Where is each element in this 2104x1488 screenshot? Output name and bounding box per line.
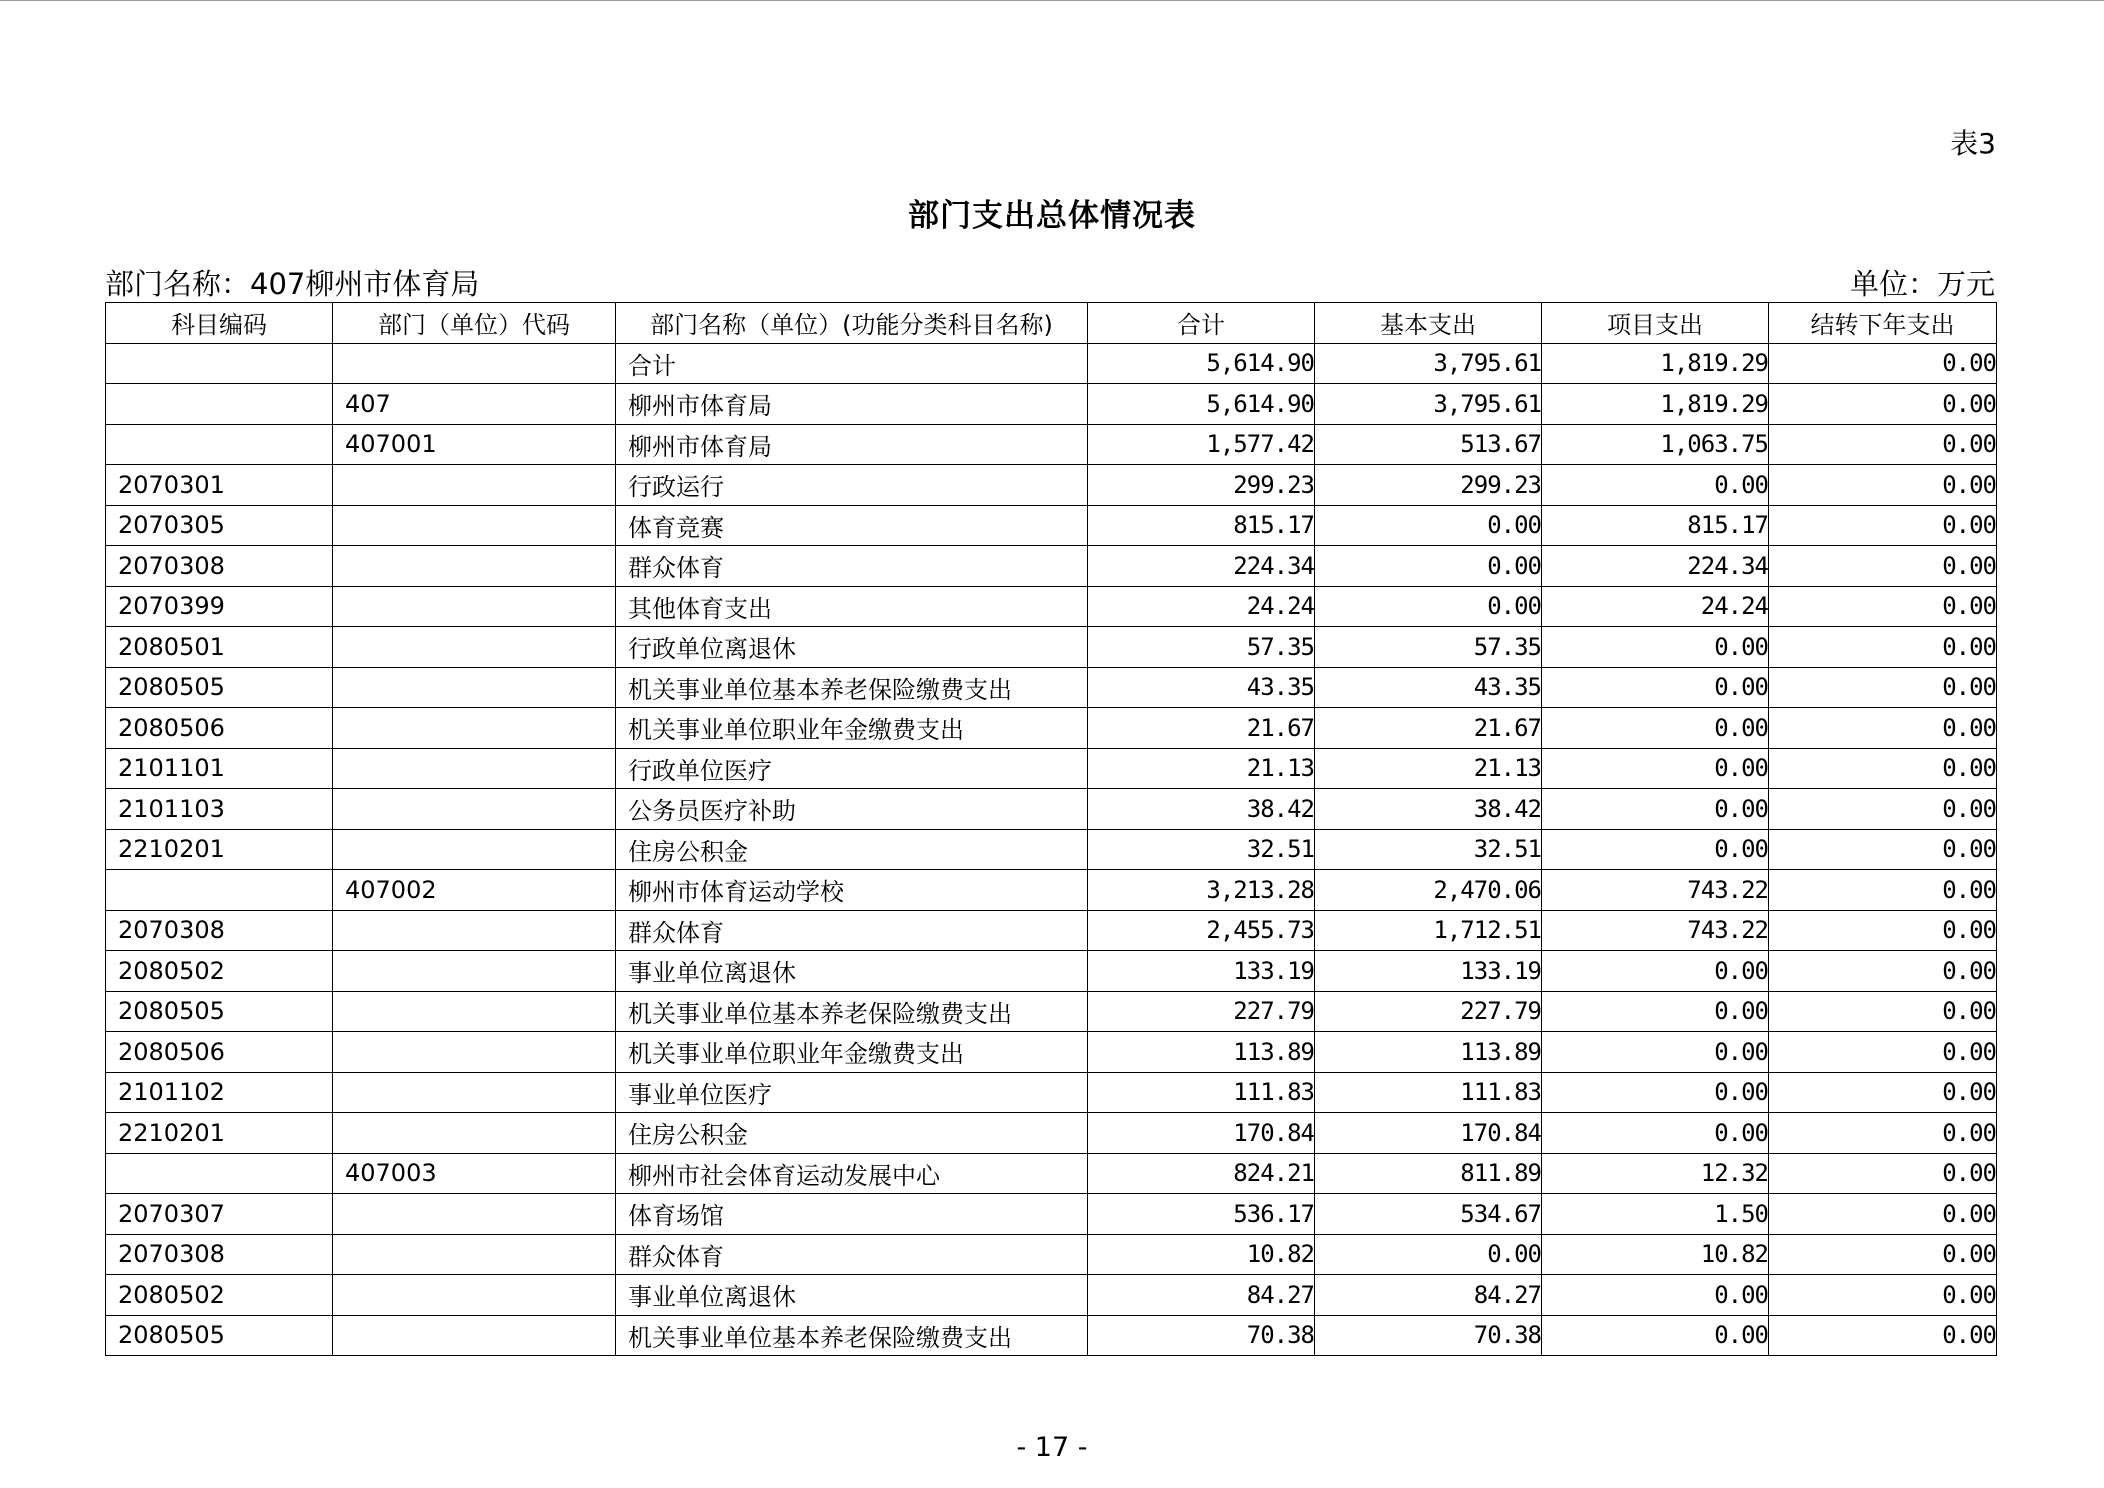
cell-name: 住房公积金	[616, 1113, 1088, 1154]
cell-subject-code	[106, 343, 333, 384]
table-label: 表3	[1950, 127, 1996, 160]
cell-unit-code: 407003	[333, 1153, 616, 1194]
cell-name: 群众体育	[616, 546, 1088, 587]
cell-basic: 0.00	[1315, 586, 1542, 627]
cell-project: 10.82	[1542, 1234, 1769, 1275]
cell-total: 815.17	[1088, 505, 1315, 546]
cell-subject-code: 2070301	[106, 465, 333, 506]
cell-total: 70.38	[1088, 1315, 1315, 1356]
cell-unit-code	[333, 1072, 616, 1113]
table-row	[106, 829, 1997, 870]
cell-name: 公务员医疗补助	[616, 789, 1088, 830]
cell-project: 1,819.29	[1542, 343, 1769, 384]
header-project: 项目支出	[1542, 303, 1769, 344]
cell-subject-code: 2080501	[106, 627, 333, 668]
cell-total: 2,455.73	[1088, 910, 1315, 951]
table-row	[106, 748, 1997, 789]
page-top-border	[0, 0, 2104, 1]
cell-basic: 70.38	[1315, 1315, 1542, 1356]
table-row	[106, 424, 1997, 465]
cell-carryover: 0.00	[1769, 748, 1997, 789]
cell-project: 0.00	[1542, 991, 1769, 1032]
cell-subject-code: 2210201	[106, 1113, 333, 1154]
cell-unit-code	[333, 465, 616, 506]
header-unit-code: 部门（单位）代码	[333, 303, 616, 344]
cell-project: 1,063.75	[1542, 424, 1769, 465]
cell-unit-code	[333, 627, 616, 668]
cell-carryover: 0.00	[1769, 586, 1997, 627]
cell-total: 113.89	[1088, 1032, 1315, 1073]
cell-basic: 299.23	[1315, 465, 1542, 506]
cell-carryover: 0.00	[1769, 910, 1997, 951]
table-row	[106, 1194, 1997, 1235]
cell-name: 住房公积金	[616, 829, 1088, 870]
cell-total: 111.83	[1088, 1072, 1315, 1113]
cell-project: 24.24	[1542, 586, 1769, 627]
page-title: 部门支出总体情况表	[908, 198, 1196, 234]
cell-subject-code: 2210201	[106, 829, 333, 870]
cell-project: 0.00	[1542, 465, 1769, 506]
cell-carryover: 0.00	[1769, 465, 1997, 506]
table-row	[106, 546, 1997, 587]
header-carryover: 结转下年支出	[1769, 303, 1997, 344]
unit-label: 单位：万元	[1849, 267, 1995, 301]
table-row	[106, 586, 1997, 627]
table-row	[106, 667, 1997, 708]
cell-subject-code	[106, 424, 333, 465]
cell-project: 0.00	[1542, 951, 1769, 992]
cell-name: 行政运行	[616, 465, 1088, 506]
cell-carryover: 0.00	[1769, 1275, 1997, 1316]
cell-project: 743.22	[1542, 910, 1769, 951]
cell-unit-code	[333, 789, 616, 830]
cell-basic: 133.19	[1315, 951, 1542, 992]
cell-name: 柳州市体育局	[616, 424, 1088, 465]
cell-carryover: 0.00	[1769, 951, 1997, 992]
cell-project: 0.00	[1542, 1032, 1769, 1073]
table-row	[106, 991, 1997, 1032]
cell-carryover: 0.00	[1769, 1315, 1997, 1356]
cell-project: 815.17	[1542, 505, 1769, 546]
meta-row	[105, 262, 1995, 303]
table-row	[106, 505, 1997, 546]
cell-project: 12.32	[1542, 1153, 1769, 1194]
cell-total: 170.84	[1088, 1113, 1315, 1154]
cell-name: 体育场馆	[616, 1194, 1088, 1235]
cell-total: 43.35	[1088, 667, 1315, 708]
cell-unit-code	[333, 667, 616, 708]
cell-subject-code: 2080506	[106, 708, 333, 749]
cell-total: 57.35	[1088, 627, 1315, 668]
cell-unit-code	[333, 910, 616, 951]
table-row	[106, 343, 1997, 384]
cell-basic: 3,795.61	[1315, 343, 1542, 384]
cell-project: 1,819.29	[1542, 384, 1769, 425]
cell-unit-code	[333, 546, 616, 587]
cell-subject-code: 2070308	[106, 910, 333, 951]
cell-name: 其他体育支出	[616, 586, 1088, 627]
table-row	[106, 951, 1997, 992]
header-basic: 基本支出	[1315, 303, 1542, 344]
cell-total: 224.34	[1088, 546, 1315, 587]
table-body	[106, 343, 1997, 1356]
cell-subject-code: 2080502	[106, 1275, 333, 1316]
cell-subject-code: 2080506	[106, 1032, 333, 1073]
cell-subject-code: 2080505	[106, 991, 333, 1032]
cell-carryover: 0.00	[1769, 1194, 1997, 1235]
cell-total: 133.19	[1088, 951, 1315, 992]
cell-project: 0.00	[1542, 748, 1769, 789]
cell-basic: 0.00	[1315, 1234, 1542, 1275]
cell-total: 536.17	[1088, 1194, 1315, 1235]
cell-basic: 170.84	[1315, 1113, 1542, 1154]
cell-carryover: 0.00	[1769, 343, 1997, 384]
cell-name: 事业单位医疗	[616, 1072, 1088, 1113]
cell-name: 柳州市体育运动学校	[616, 870, 1088, 911]
cell-name: 机关事业单位职业年金缴费支出	[616, 708, 1088, 749]
cell-carryover: 0.00	[1769, 870, 1997, 911]
cell-total: 5,614.90	[1088, 384, 1315, 425]
cell-name: 柳州市体育局	[616, 384, 1088, 425]
cell-unit-code: 407001	[333, 424, 616, 465]
table-row	[106, 910, 1997, 951]
cell-project: 743.22	[1542, 870, 1769, 911]
cell-carryover: 0.00	[1769, 667, 1997, 708]
cell-carryover: 0.00	[1769, 991, 1997, 1032]
cell-basic: 3,795.61	[1315, 384, 1542, 425]
cell-unit-code	[333, 586, 616, 627]
cell-unit-code	[333, 991, 616, 1032]
cell-total: 299.23	[1088, 465, 1315, 506]
cell-basic: 1,712.51	[1315, 910, 1542, 951]
cell-basic: 534.67	[1315, 1194, 1542, 1235]
cell-project: 0.00	[1542, 789, 1769, 830]
cell-total: 824.21	[1088, 1153, 1315, 1194]
cell-name: 事业单位离退休	[616, 951, 1088, 992]
cell-total: 5,614.90	[1088, 343, 1315, 384]
cell-project: 0.00	[1542, 627, 1769, 668]
cell-carryover: 0.00	[1769, 789, 1997, 830]
cell-total: 1,577.42	[1088, 424, 1315, 465]
cell-unit-code	[333, 951, 616, 992]
cell-subject-code: 2101101	[106, 748, 333, 789]
cell-total: 10.82	[1088, 1234, 1315, 1275]
cell-name: 合计	[616, 343, 1088, 384]
cell-project: 0.00	[1542, 1113, 1769, 1154]
cell-total: 38.42	[1088, 789, 1315, 830]
cell-total: 84.27	[1088, 1275, 1315, 1316]
cell-subject-code	[106, 870, 333, 911]
header-name: 部门名称（单位）(功能分类科目名称)	[616, 303, 1088, 344]
cell-name: 机关事业单位基本养老保险缴费支出	[616, 991, 1088, 1032]
cell-unit-code	[333, 1275, 616, 1316]
cell-project: 0.00	[1542, 829, 1769, 870]
cell-basic: 0.00	[1315, 505, 1542, 546]
cell-unit-code	[333, 829, 616, 870]
cell-basic: 513.67	[1315, 424, 1542, 465]
table-row	[106, 870, 1997, 911]
table-row	[106, 708, 1997, 749]
cell-unit-code	[333, 1194, 616, 1235]
cell-subject-code: 2080505	[106, 667, 333, 708]
cell-unit-code	[333, 343, 616, 384]
cell-total: 227.79	[1088, 991, 1315, 1032]
cell-carryover: 0.00	[1769, 1072, 1997, 1113]
expenditure-table	[105, 302, 1997, 1356]
cell-carryover: 0.00	[1769, 424, 1997, 465]
cell-total: 21.13	[1088, 748, 1315, 789]
cell-unit-code	[333, 1234, 616, 1275]
cell-name: 柳州市社会体育运动发展中心	[616, 1153, 1088, 1194]
cell-project: 224.34	[1542, 546, 1769, 587]
cell-basic: 227.79	[1315, 991, 1542, 1032]
cell-project: 0.00	[1542, 667, 1769, 708]
cell-basic: 32.51	[1315, 829, 1542, 870]
cell-basic: 811.89	[1315, 1153, 1542, 1194]
cell-unit-code	[333, 748, 616, 789]
table-row	[106, 1315, 1997, 1356]
cell-name: 群众体育	[616, 1234, 1088, 1275]
table-row	[106, 1032, 1997, 1073]
cell-name: 机关事业单位职业年金缴费支出	[616, 1032, 1088, 1073]
cell-name: 行政单位离退休	[616, 627, 1088, 668]
cell-project: 0.00	[1542, 1275, 1769, 1316]
page-number: - 17 -	[1016, 1432, 1088, 1463]
cell-subject-code: 2070308	[106, 546, 333, 587]
cell-project: 0.00	[1542, 1072, 1769, 1113]
cell-subject-code: 2070307	[106, 1194, 333, 1235]
cell-basic: 43.35	[1315, 667, 1542, 708]
header-subject-code: 科目编码	[106, 303, 333, 344]
cell-name: 机关事业单位基本养老保险缴费支出	[616, 1315, 1088, 1356]
cell-carryover: 0.00	[1769, 1032, 1997, 1073]
cell-subject-code: 2070305	[106, 505, 333, 546]
cell-carryover: 0.00	[1769, 1234, 1997, 1275]
cell-basic: 0.00	[1315, 546, 1542, 587]
cell-total: 32.51	[1088, 829, 1315, 870]
cell-carryover: 0.00	[1769, 829, 1997, 870]
cell-project: 0.00	[1542, 708, 1769, 749]
table-header-row	[106, 303, 1997, 344]
cell-basic: 2,470.06	[1315, 870, 1542, 911]
cell-carryover: 0.00	[1769, 384, 1997, 425]
cell-unit-code	[333, 1315, 616, 1356]
table-row	[106, 1113, 1997, 1154]
table-row	[106, 384, 1997, 425]
department-label: 部门名称：407柳州市体育局	[105, 267, 480, 301]
table-row	[106, 1234, 1997, 1275]
table-row	[106, 1072, 1997, 1113]
cell-basic: 111.83	[1315, 1072, 1542, 1113]
cell-name: 机关事业单位基本养老保险缴费支出	[616, 667, 1088, 708]
cell-carryover: 0.00	[1769, 546, 1997, 587]
cell-carryover: 0.00	[1769, 627, 1997, 668]
cell-basic: 84.27	[1315, 1275, 1542, 1316]
cell-unit-code	[333, 708, 616, 749]
cell-basic: 21.13	[1315, 748, 1542, 789]
cell-basic: 113.89	[1315, 1032, 1542, 1073]
cell-carryover: 0.00	[1769, 1153, 1997, 1194]
cell-unit-code	[333, 505, 616, 546]
table-row	[106, 627, 1997, 668]
table-row	[106, 1275, 1997, 1316]
cell-subject-code: 2080502	[106, 951, 333, 992]
cell-total: 3,213.28	[1088, 870, 1315, 911]
cell-subject-code: 2101103	[106, 789, 333, 830]
cell-unit-code	[333, 1032, 616, 1073]
cell-subject-code: 2080505	[106, 1315, 333, 1356]
cell-total: 21.67	[1088, 708, 1315, 749]
cell-name: 体育竞赛	[616, 505, 1088, 546]
cell-carryover: 0.00	[1769, 708, 1997, 749]
cell-unit-code: 407002	[333, 870, 616, 911]
cell-basic: 21.67	[1315, 708, 1542, 749]
cell-project: 1.50	[1542, 1194, 1769, 1235]
cell-subject-code: 2070399	[106, 586, 333, 627]
cell-unit-code	[333, 1113, 616, 1154]
cell-name: 事业单位离退休	[616, 1275, 1088, 1316]
cell-basic: 38.42	[1315, 789, 1542, 830]
cell-unit-code: 407	[333, 384, 616, 425]
table-row	[106, 789, 1997, 830]
cell-subject-code: 2101102	[106, 1072, 333, 1113]
cell-total: 24.24	[1088, 586, 1315, 627]
cell-subject-code: 2070308	[106, 1234, 333, 1275]
cell-name: 行政单位医疗	[616, 748, 1088, 789]
cell-name: 群众体育	[616, 910, 1088, 951]
cell-basic: 57.35	[1315, 627, 1542, 668]
table-row	[106, 465, 1997, 506]
header-total: 合计	[1088, 303, 1315, 344]
cell-carryover: 0.00	[1769, 1113, 1997, 1154]
cell-subject-code	[106, 1153, 333, 1194]
table-row	[106, 1153, 1997, 1194]
cell-project: 0.00	[1542, 1315, 1769, 1356]
cell-subject-code	[106, 384, 333, 425]
cell-carryover: 0.00	[1769, 505, 1997, 546]
